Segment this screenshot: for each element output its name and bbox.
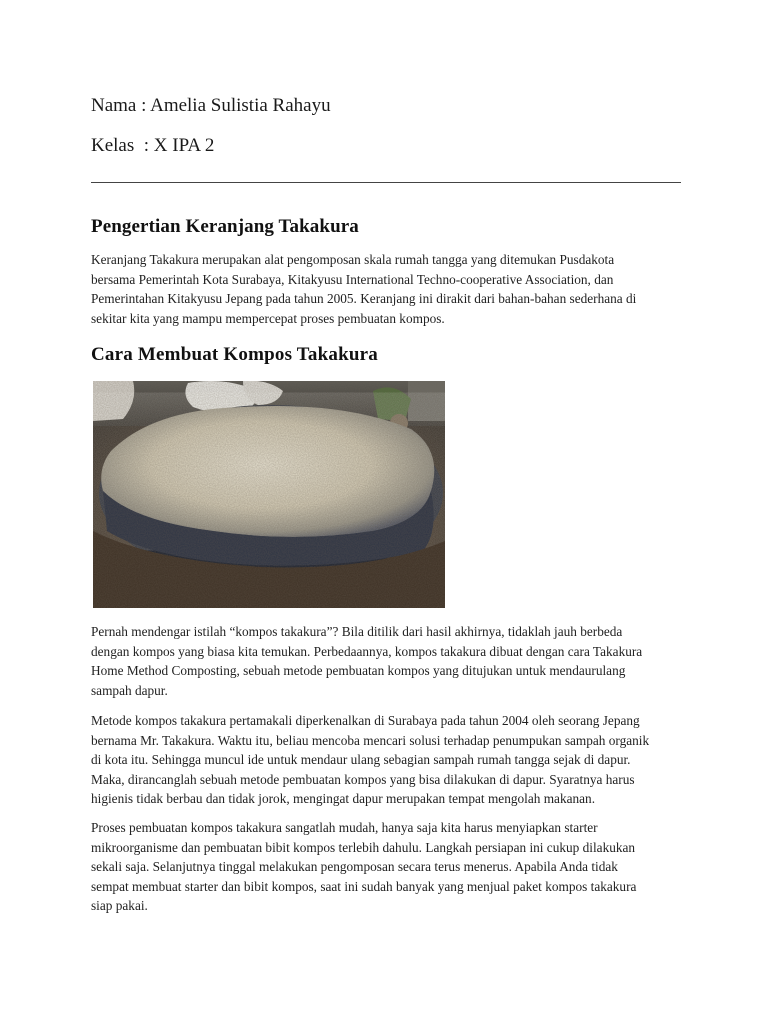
student-class: Kelas : X IPA 2 bbox=[91, 135, 215, 156]
paragraph-line: Keranjang Takakura merupakan alat pengomposan skala rumah tangga yang ditemukan Pusdakota bbox=[91, 252, 615, 267]
paragraph-line: Pemerintahan Kitakyusu Jepang pada tahun 2005. Keranjang ini dirakit dari bahan-bahan sederhana di bbox=[91, 291, 637, 307]
paragraph-line: bersama Pemerintah Kota Surabaya, Kitakyusu International Techno-cooperative Association, dan bbox=[91, 271, 614, 287]
paragraph-line: Home Method Composting, sebuah metode pembuatan kompos yang ditujukan untuk mendaurulang bbox=[91, 663, 626, 679]
paragraph-cara-2 bbox=[91, 711, 681, 809]
paragraph-line: Metode kompos takakura pertamakali diperkenalkan di Surabaya pada tahun 2004 oleh seorang Jepang bbox=[91, 713, 640, 728]
paragraph-line: bernama Mr. Takakura. Waktu itu, beliau mencoba mencari solusi terhadap penumpukan sampah organik bbox=[91, 732, 650, 748]
paragraph-line: Pernah mendengar istilah “kompos takakura”? Bila ditilik dari hasil akhirnya, tidaklah jauh berbeda bbox=[91, 624, 623, 639]
paragraph-line: di kota itu. Sehingga muncul ide untuk mendaur ulang sebagian sampah rumah tangga sejak di dapur. bbox=[91, 752, 631, 768]
paragraph-pengertian bbox=[91, 250, 681, 328]
paragraph-line: Maka, dirancanglah sebuah metode pembuatan kompos yang bisa dilakukan di dapur. Syaratnya harus bbox=[91, 771, 635, 787]
compost-pile-photo bbox=[93, 381, 445, 608]
paragraph-line: sekali saja. Selanjutnya tinggal melakukan pengomposan secara terus menerus. Apabila Anda tidak bbox=[91, 859, 618, 875]
section-heading-cara-membuat: Cara Membuat Kompos Takakura bbox=[91, 344, 378, 365]
paragraph-line: Proses pembuatan kompos takakura sangatlah mudah, hanya saja kita harus menyiapkan starter bbox=[91, 820, 598, 835]
paragraph-line: mikroorganisme dan pembuatan bibit kompos terlebih dahulu. Langkah persiapan ini cukup dilakukan bbox=[91, 839, 636, 855]
header-divider bbox=[91, 182, 681, 183]
paragraph-line: siap pakai. bbox=[91, 898, 148, 914]
paragraph-line: sempat membuat starter dan bibit kompos, saat ini sudah banyak yang menjual paket kompos takakura bbox=[91, 878, 637, 894]
paragraph-cara-3 bbox=[91, 818, 681, 916]
section-heading-pengertian: Pengertian Keranjang Takakura bbox=[91, 216, 359, 237]
paragraph-line: sampah dapur. bbox=[91, 682, 168, 698]
paragraph-line: higienis tidak berbau dan tidak jorok, mengingat dapur merupakan tempat mengolah makanan. bbox=[91, 791, 596, 807]
student-name: Nama : Amelia Sulistia Rahayu bbox=[91, 95, 331, 116]
paragraph-cara-1 bbox=[91, 622, 681, 700]
paragraph-line: sekitar kita yang mampu mempercepat proses pembuatan kompos. bbox=[91, 310, 445, 326]
paragraph-line: dengan kompos yang biasa kita temukan. Perbedaannya, kompos takakura dibuat dengan cara Takakura bbox=[91, 643, 643, 659]
